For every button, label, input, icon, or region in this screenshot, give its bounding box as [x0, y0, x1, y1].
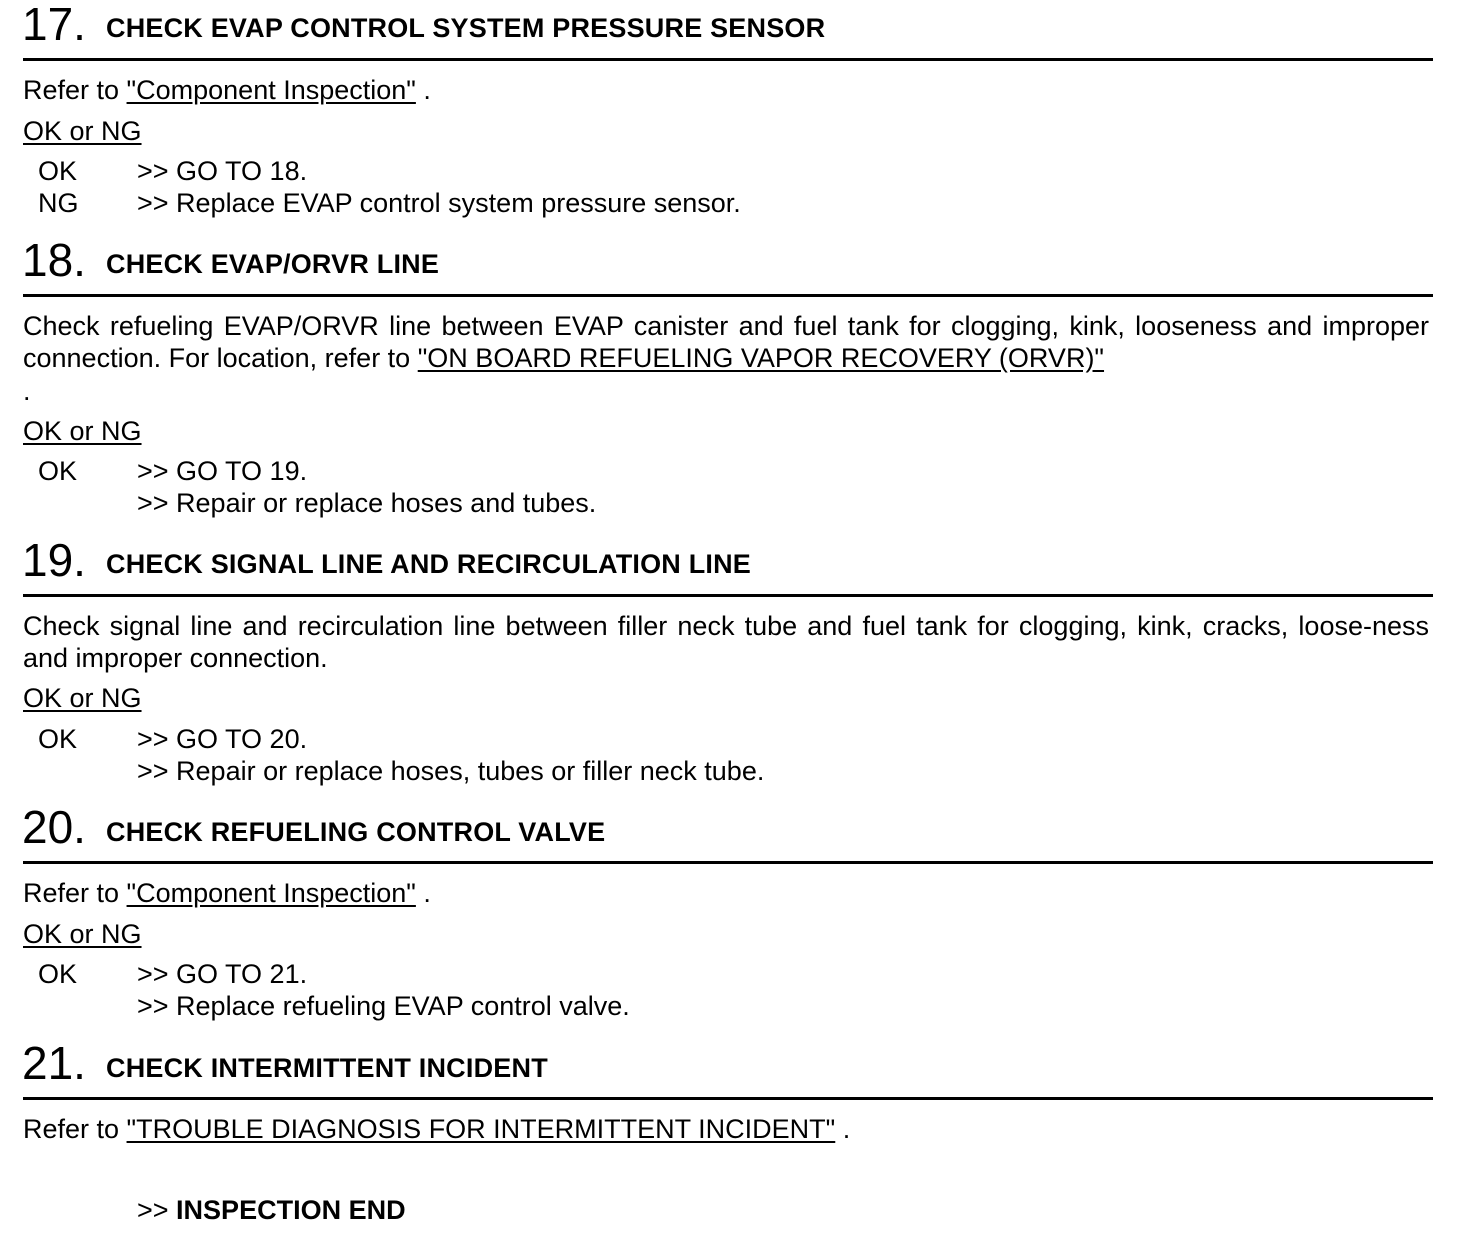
section-divider — [23, 1097, 1433, 1100]
section-divider — [23, 861, 1433, 864]
result-action: >> Replace refueling EVAP control valve. — [137, 991, 630, 1021]
inspection-end — [137, 1194, 406, 1226]
refer-suffix: . — [415, 878, 431, 908]
step-number: 20. — [22, 801, 86, 853]
result-action: >> Repair or replace hoses and tubes. — [137, 488, 597, 518]
description-text: Check refueling EVAP/ORVR line between EVAP canister and fuel tank for clogging, kink, looseness and improper connection. For location, refer to — [23, 311, 1429, 373]
ok-or-ng-label: OK or NG — [23, 919, 142, 949]
result-action: >> GO TO 20. — [137, 724, 308, 754]
result-action: >> GO TO 19. — [137, 456, 308, 486]
refer-line — [23, 1113, 850, 1145]
trailing-period: . — [23, 376, 31, 406]
result-code: NG — [38, 188, 79, 218]
refer-line — [23, 74, 431, 106]
section-divider — [23, 294, 1433, 297]
result-action: >> Replace EVAP control system pressure sensor. — [137, 188, 741, 218]
step-number: 19. — [22, 534, 86, 586]
intermittent-incident-link[interactable]: "TROUBLE DIAGNOSIS FOR INTERMITTENT INCIDENT" — [126, 1114, 836, 1144]
step-number: 17. — [22, 0, 86, 50]
end-prefix: >> — [137, 1195, 177, 1225]
orvr-link[interactable]: "ON BOARD REFUELING VAPOR RECOVERY (ORVR)" — [417, 343, 1105, 373]
step-title: CHECK INTERMITTENT INCIDENT — [106, 1053, 548, 1083]
ok-or-ng-label: OK or NG — [23, 116, 142, 146]
result-action: >> GO TO 18. — [137, 156, 308, 186]
refer-line — [23, 877, 431, 909]
refer-prefix: Refer to — [23, 75, 127, 105]
section-divider — [23, 594, 1433, 597]
step-description — [23, 310, 1429, 374]
step-number: 18. — [22, 234, 86, 286]
refer-prefix: Refer to — [23, 878, 127, 908]
refer-suffix: . — [415, 75, 431, 105]
refer-suffix: . — [835, 1114, 851, 1144]
step-number: 21. — [22, 1037, 86, 1089]
ok-or-ng-label: OK or NG — [23, 416, 142, 446]
step-description: Check signal line and recirculation line between filler neck tube and fuel tank for clogging, kink, cracks, loose-ness and improper connection. — [23, 611, 1429, 673]
result-code: OK — [38, 959, 78, 989]
result-code: OK — [38, 456, 78, 486]
result-code: OK — [38, 156, 78, 186]
result-action: >> Repair or replace hoses, tubes or filler neck tube. — [137, 756, 765, 786]
step-title: CHECK REFUELING CONTROL VALVE — [106, 817, 606, 847]
ok-or-ng-label: OK or NG — [23, 683, 142, 713]
result-code: OK — [38, 724, 78, 754]
end-label: INSPECTION END — [176, 1195, 406, 1225]
step-title: CHECK SIGNAL LINE AND RECIRCULATION LINE — [106, 549, 752, 579]
component-inspection-link[interactable]: "Component Inspection" — [126, 75, 416, 105]
refer-prefix: Refer to — [23, 1114, 127, 1144]
component-inspection-link[interactable]: "Component Inspection" — [126, 878, 416, 908]
step-title: CHECK EVAP/ORVR LINE — [106, 249, 440, 279]
step-title: CHECK EVAP CONTROL SYSTEM PRESSURE SENSOR — [106, 13, 826, 43]
result-action: >> GO TO 21. — [137, 959, 308, 989]
section-divider — [23, 58, 1433, 61]
